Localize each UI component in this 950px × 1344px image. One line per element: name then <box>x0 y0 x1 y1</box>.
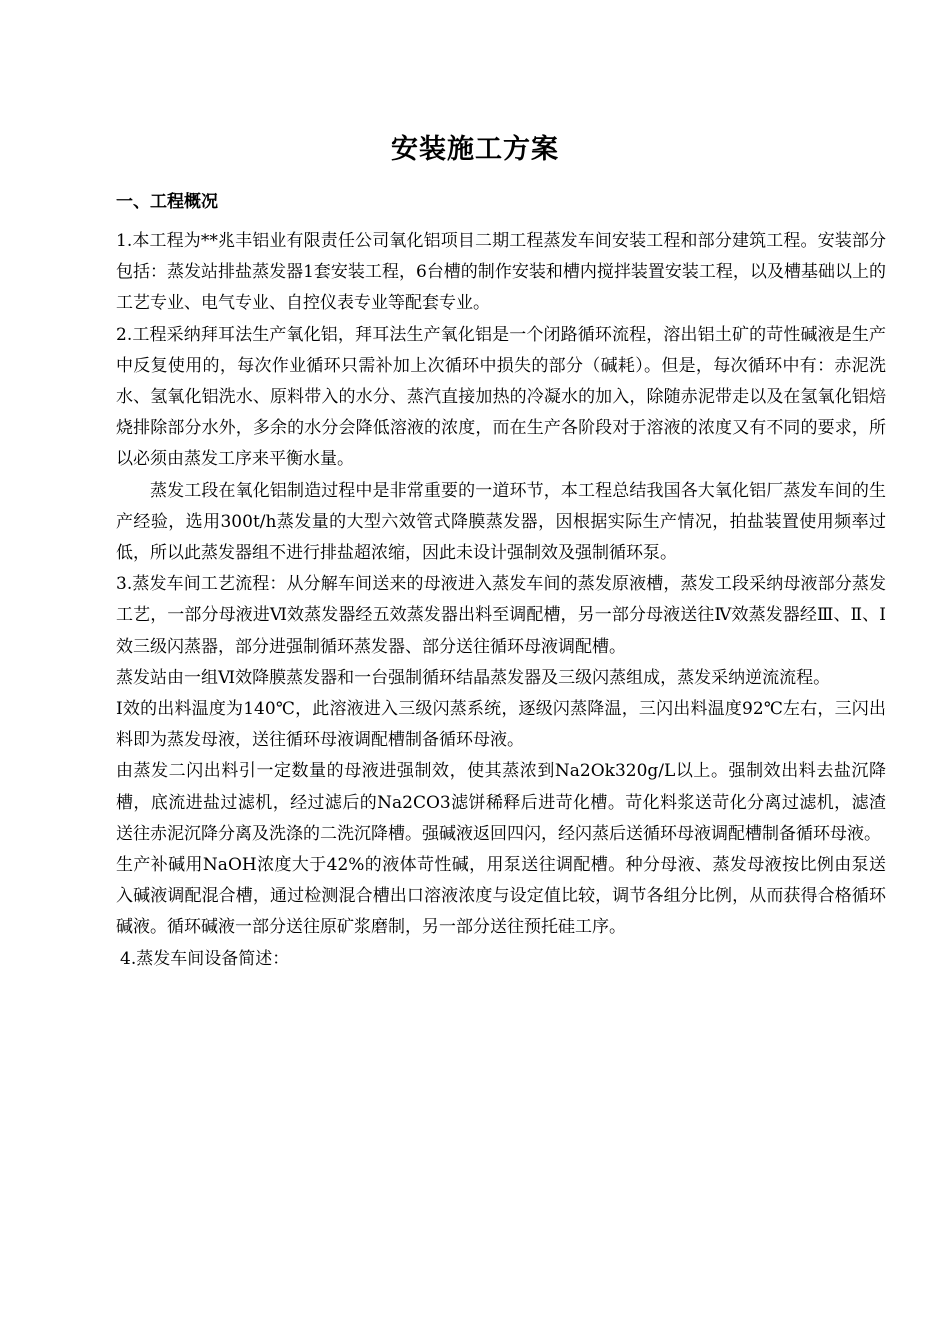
paragraph-alkali-makeup: 生产补碱用NaOH浓度大于42%的液体苛性碱，用泵送往调配槽。种分母液、蒸发母液按比例由泵送入碱液调配混合槽，通过检测混合槽出口溶液浓度与设定值比较，调节各组分比例，从而获得合格循环碱液。循环碱液一部分送往原矿浆磨制，另一部分送往预托硅工序。 <box>116 855 886 938</box>
paragraph-bayer-process: 2.工程采纳拜耳法生产氧化铝，拜耳法生产氧化铝是一个闭路循环流程，溶出铝土矿的苛性碱液是生产中反复使用的，每次作业循环只需补加上次循环中损失的部分（碱耗）。但是，每次循环中有：赤泥洗水、氢氧化铝洗水、原料带入的水分、蒸汽直接加热的冷凝水的加入，除随赤泥带走以及在氢氧化铝焙烧排除部分水外，多余的水分会降低溶液的浓度，而在生产各阶段对于溶液的浓度又有不同的要求，所以必须由蒸发工序来平衡水量。 <box>116 324 886 470</box>
paragraph-discharge-temperature: Ⅰ效的出料温度为140℃，此溶液进入三级闪蒸系统，逐级闪蒸降温，三闪出料温度92℃左右，三闪出料即为蒸发母液，送往循环母液调配槽制备循环母液。 <box>116 699 886 751</box>
section-heading: 一、工程概况 <box>116 192 218 212</box>
paragraph-project-scope: 1.本工程为**兆丰铝业有限责任公司氧化铝项目二期工程蒸发车间安装工程和部分建筑工程。安装部分包括：蒸发站排盐蒸发器1套安装工程，6台槽的制作安装和槽内搅拌装置安装工程，以及槽基础以上的工艺专业、电气专业、自控仪表专业等配套专业。 <box>116 231 886 314</box>
page-title: 安装施工方案 <box>391 134 559 165</box>
document-body <box>116 226 886 975</box>
paragraph-process-flow: 3.蒸发车间工艺流程：从分解车间送来的母液进入蒸发车间的蒸发原液槽，蒸发工段采纳母液部分蒸发工艺，一部分母液进Ⅵ效蒸发器经五效蒸发器出料至调配槽，另一部分母液送往Ⅳ效蒸发器经Ⅲ、Ⅱ、Ⅰ效三级闪蒸器，部分进强制循环蒸发器、部分送往循环母液调配槽。 <box>116 574 886 657</box>
paragraph-evaporation-section: 蒸发工段在氧化铝制造过程中是非常重要的一道环节，本工程总结我国各大氧化铝厂蒸发车间的生产经验，选用300t/h蒸发量的大型六效管式降膜蒸发器，因根据实际生产情况，拍盐装置使用频率过低，所以此蒸发器组不进行排盐超浓缩，因此未设计强制效及强制循环泵。 <box>116 480 886 564</box>
paragraph-forced-effect: 由蒸发二闪出料引一定数量的母液进强制效，使其蒸浓到Na2Ok320g/L以上。强制效出料去盐沉降槽，底流进盐过滤机，经过滤后的Na2CO3滤饼稀释后进苛化槽。苛化料浆送苛化分离过滤机，滤渣送往赤泥沉降分离及洗涤的二洗沉降槽。强碱液返回四闪，经闪蒸后送循环母液调配槽制备循环母液。 <box>116 761 886 844</box>
paragraph-station-composition: 蒸发站由一组Ⅵ效降膜蒸发器和一台强制循环结晶蒸发器及三级闪蒸组成，蒸发采纳逆流流程。 <box>116 667 831 688</box>
paragraph-equipment-heading: 4.蒸发车间设备简述： <box>120 948 290 969</box>
